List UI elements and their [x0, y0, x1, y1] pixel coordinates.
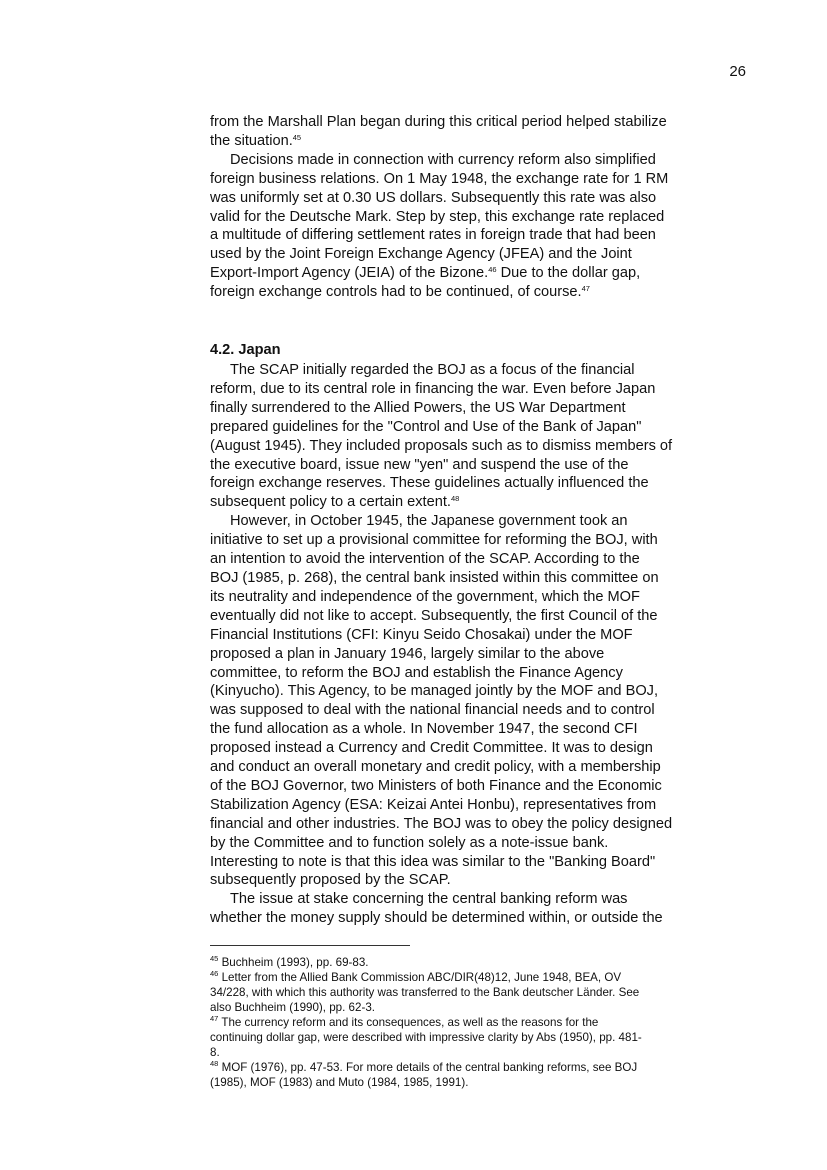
- text-line: (Kinyucho). This Agency, to be managed jointly by the MOF and BOJ,: [210, 683, 659, 700]
- text-line: the executive board, issue new "yen" and suspend the use of the: [210, 456, 629, 473]
- text-line: was supposed to deal with the national financial needs and to control: [210, 702, 655, 719]
- footnote-ref: 45: [292, 132, 302, 142]
- text-line: committee, to reform the BOJ and establish the Finance Agency: [210, 664, 623, 681]
- text-line: initiative to set up a provisional committee for reforming the BOJ, with: [210, 532, 658, 549]
- text-line: the situation.$^{45}$: [210, 132, 302, 149]
- text-line: foreign exchange controls had to be continued, of course.$^{47}$: [210, 284, 590, 301]
- text-line: Stabilization Agency (ESA: Keizai Antei Honbu), representatives from: [210, 796, 657, 813]
- text-line: and conduct an overall monetary and credit policy, with a membership: [210, 759, 661, 776]
- footnote-ref: 46: [488, 265, 497, 275]
- text-line: was uniformly set at 0.30 US dollars. Subsequently this rate was also: [210, 189, 657, 206]
- text-line: Export-Import Agency (JEIA) of the Bizone.$^{46}$ Due to the dollar gap,: [210, 265, 641, 282]
- text-line: Interesting to note is that this idea was similar to the "Banking Board": [210, 853, 656, 870]
- text-line: subsequently proposed by the SCAP.: [210, 872, 451, 889]
- text-line: foreign exchange reserves. These guidelines actually influenced the: [210, 475, 649, 492]
- text-line: proposed instead a Currency and Credit Committee. It was to design: [210, 740, 653, 757]
- text-line: of the BOJ Governor, two Ministers of both Finance and the Economic: [210, 777, 662, 794]
- footnote-47: $^{47}$ The currency reform and its consequences, as well as the reasons for the continuing dollar gap, were described with impressive clarity by Abs (1950), pp. 481- 8.: [210, 1014, 642, 1059]
- text-line: valid for the Deutsche Mark. Step by step, this exchange rate replaced: [210, 208, 665, 225]
- footnote-divider: [210, 945, 410, 946]
- paragraph-marshall-plan: [210, 113, 750, 302]
- text-line: (August 1945). They included proposals such as to dismiss members of: [210, 437, 673, 454]
- section-heading: 4.2. Japan: [210, 342, 281, 358]
- section-body: [210, 361, 750, 928]
- text-line: whether the money supply should be determined within, or outside the: [210, 910, 663, 927]
- text-line: its neutrality and independence of the government, which the MOF: [210, 588, 640, 605]
- text-line: Financial Institutions (CFI: Kinyu Seido Chosakai) under the MOF: [210, 626, 633, 643]
- text-line: BOJ (1985, p. 268), the central bank insisted within this committee on: [210, 569, 659, 586]
- text-line: However, in October 1945, the Japanese government took an: [230, 513, 628, 530]
- text-line: by the Committee and to function solely as a note-issue bank.: [210, 834, 609, 851]
- footnote-45: $^{45}$ Buchheim (1993), pp. 69-83.: [210, 954, 369, 969]
- text-line: foreign business relations. On 1 May 1948, the exchange rate for 1 RM: [210, 170, 669, 187]
- text-line: from the Marshall Plan began during this critical period helped stabilize: [210, 114, 667, 130]
- page-number: 26: [729, 63, 746, 80]
- text-line: The issue at stake concerning the central banking reform was: [230, 891, 628, 908]
- footnote-48: $^{48}$ MOF (1976), pp. 47-53. For more details of the central banking reforms, see BOJ (1985), MOF (1983) and Muto (1984, 1985, 1991).: [210, 1059, 638, 1089]
- footnotes: [210, 955, 740, 1090]
- footnote-46: $^{46}$ Letter from the Allied Bank Commission ABC/DIR(48)12, June 1948, BEA, OV 34/228, with which this authority was transferred to the Bank deutscher Länder. See also Buchheim (1990), pp. 62-3.: [210, 969, 640, 1014]
- text-line: eventually did not like to accept. Subsequently, the first Council of the: [210, 607, 658, 624]
- text-line: finally surrendered to the Allied Powers, the US War Department: [210, 399, 626, 416]
- text-line: prepared guidelines for the "Control and Use of the Bank of Japan": [210, 418, 642, 435]
- text-line: a multitude of differing settlement rates in foreign trade that had been: [210, 227, 656, 244]
- text-line: Decisions made in connection with currency reform also simplified: [230, 151, 656, 168]
- text-line: an intention to avoid the intervention of the SCAP. According to the: [210, 551, 640, 568]
- text-line: financial and other industries. The BOJ was to obey the policy designed: [210, 815, 673, 832]
- text-line: reform, due to its central role in financing the war. Even before Japan: [210, 380, 656, 397]
- text-line: The SCAP initially regarded the BOJ as a focus of the financial: [230, 362, 635, 378]
- text-line: subsequent policy to a certain extent.$^{48}$: [210, 494, 460, 511]
- text-line: the fund allocation as a whole. In November 1947, the second CFI: [210, 721, 638, 738]
- footnote-ref: 48: [450, 494, 460, 504]
- text-line: proposed a plan in January 1946, largely similar to the above: [210, 645, 605, 662]
- footnote-ref: 47: [581, 284, 590, 294]
- text-line: used by the Joint Foreign Exchange Agency (JFEA) and the Joint: [210, 246, 632, 263]
